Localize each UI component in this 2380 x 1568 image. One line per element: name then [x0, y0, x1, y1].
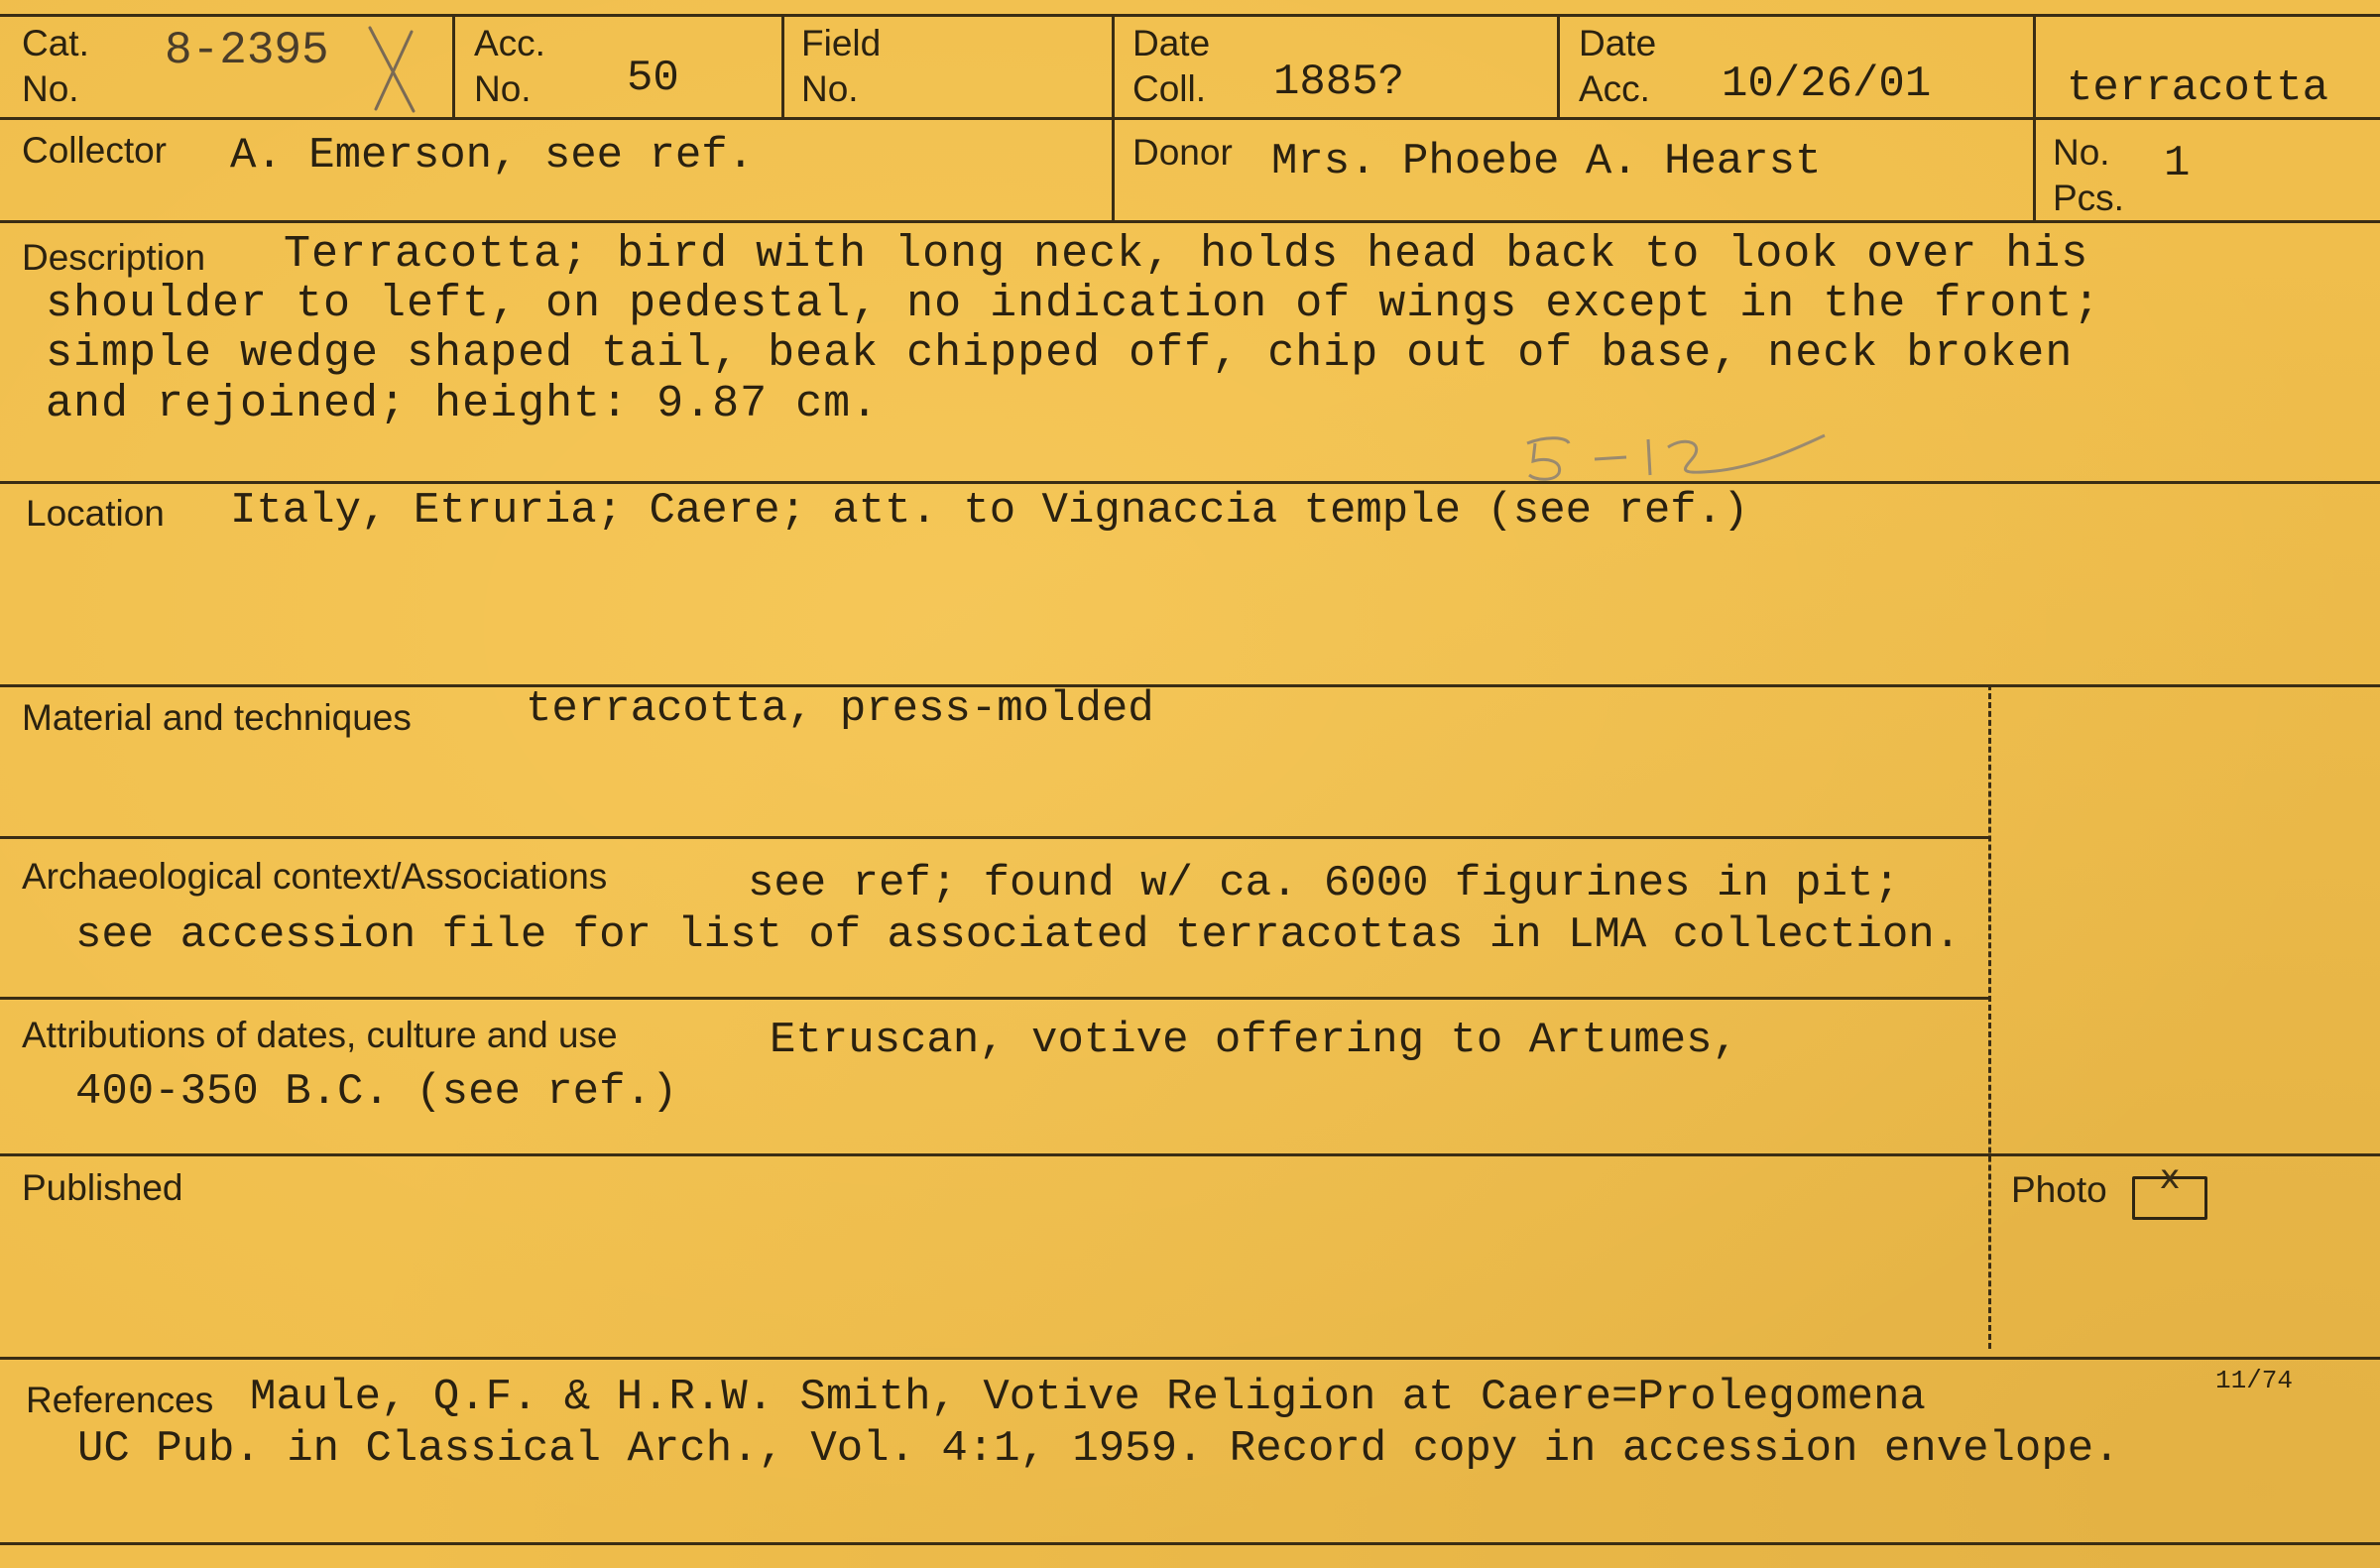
form-code: 11/74	[2215, 1366, 2294, 1395]
attributions-line-2: 400-350 B.C. (see ref.)	[75, 1067, 678, 1117]
pencil-note	[1517, 422, 1835, 491]
divider-acc-field	[781, 14, 784, 118]
description-line-1: Terracotta; bird with long neck, holds head back to look over his	[284, 229, 2089, 280]
context-bottom-rule	[0, 997, 1991, 1000]
published-bottom-rule	[0, 1357, 2380, 1360]
collector-label: Collector	[22, 130, 167, 171]
attributions-line-1: Etruscan, votive offering to Artumes,	[770, 1016, 1738, 1065]
photo-check-mark: x	[2159, 1157, 2181, 1197]
description-line-4: and rejoined; height: 9.87 cm.	[46, 379, 880, 429]
context-label: Archaeological context/Associations	[22, 856, 608, 897]
acc-no-label-line2: No.	[474, 68, 532, 109]
pieces-label-line1: No.	[2053, 132, 2110, 173]
date-coll-value: 1885?	[1273, 58, 1405, 107]
material-value: terracotta, press-molded	[526, 684, 1154, 734]
collector-row-rule	[0, 220, 2380, 223]
location-value: Italy, Etruria; Caere; att. to Vignaccia temple (see ref.)	[230, 486, 1749, 536]
context-line-1: see ref; found w/ ca. 6000 figurines in pit;	[748, 859, 1900, 908]
photo-label: Photo	[2011, 1169, 2107, 1210]
attributions-label: Attributions of dates, culture and use	[22, 1015, 618, 1055]
material-tag: terracotta	[2067, 63, 2329, 113]
location-label: Location	[26, 493, 165, 534]
acc-no-label-line1: Acc.	[474, 23, 545, 63]
description-line-2: shoulder to left, on pedestal, no indication of wings except in the front;	[46, 279, 2101, 329]
description-bottom-rule	[0, 481, 2380, 484]
acc-no-value: 50	[627, 54, 679, 103]
divider-dateacc-tag	[2033, 14, 2036, 222]
date-acc-label-line1: Date	[1579, 23, 1657, 63]
divider-field-date	[1112, 14, 1115, 222]
date-coll-label-line2: Coll.	[1132, 68, 1207, 109]
published-label: Published	[22, 1167, 183, 1208]
references-label: References	[26, 1380, 214, 1420]
field-no-label-line1: Field	[801, 23, 882, 63]
date-acc-label-line2: Acc.	[1579, 68, 1650, 109]
pieces-value: 1	[2164, 139, 2191, 188]
description-line-3: simple wedge shaped tail, beak chipped off, chip out of base, neck broken	[46, 328, 2074, 379]
location-bottom-rule	[0, 684, 2380, 687]
cat-no-value: 8-2395	[165, 25, 329, 76]
attributions-bottom-rule	[0, 1153, 2380, 1156]
material-bottom-rule	[0, 836, 1991, 839]
date-coll-label-line1: Date	[1132, 23, 1211, 63]
cat-no-label-line2: No.	[22, 68, 79, 109]
date-acc-value: 10/26/01	[1722, 60, 1932, 109]
field-no-label-line2: No.	[801, 68, 859, 109]
description-label: Description	[22, 237, 206, 278]
divider-cat-acc	[452, 14, 455, 118]
material-label: Material and techniques	[22, 697, 412, 738]
pieces-label-line2: Pcs.	[2053, 178, 2124, 218]
references-line-2: UC Pub. in Classical Arch., Vol. 4:1, 1959. Record copy in accession envelope.	[77, 1424, 2120, 1474]
donor-value: Mrs. Phoebe A. Hearst	[1271, 137, 1822, 186]
context-line-2: see accession file for list of associated terracottas in LMA collection.	[75, 910, 1962, 960]
header-bottom-rule	[0, 117, 2380, 120]
donor-label: Donor	[1132, 132, 1233, 173]
collector-value: A. Emerson, see ref.	[230, 131, 755, 181]
cat-no-label-line1: Cat.	[22, 23, 89, 63]
divider-datecoll-dateacc	[1557, 14, 1560, 118]
references-line-1: Maule, Q.F. & H.R.W. Smith, Votive Religion at Caere=Prolegomena	[250, 1373, 1926, 1422]
bottom-rule	[0, 1542, 2380, 1545]
top-rule	[0, 14, 2380, 17]
photo-checkbox[interactable]	[2132, 1157, 2207, 1220]
handwritten-x-mark	[362, 20, 421, 119]
dashed-divider-photo-column	[1988, 684, 1991, 1349]
